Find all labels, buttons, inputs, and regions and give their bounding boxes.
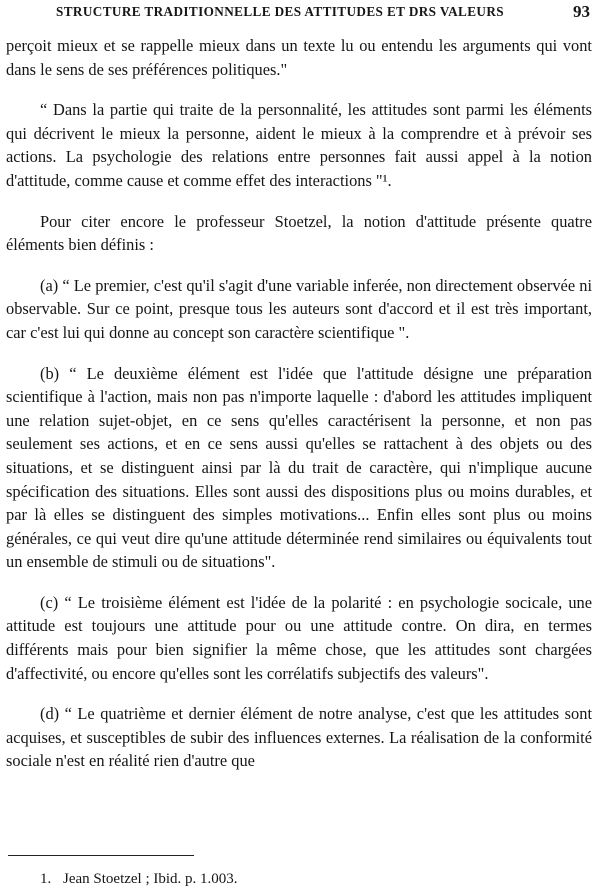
page-header bbox=[0, 2, 600, 22]
page-number: 93 bbox=[573, 2, 590, 21]
paragraph-element-b: (b) “ Le deuxième élément est l'idée que l'attitude désigne une préparation scientifique à l'action, mais non pas n'importe laquelle : d'abord les attitudes impliquent une relation sujet-objet, en ce sens qu'elles caractérisent la personne, et non pas seulement ses actions, et en ce sens aussi qu'elles se rattachent à des objets ou des situations, et se distinguent ainsi par là du trait de caractère, qui n'implique aucune spécification des situations. Elles sont aussi des dispositions plus ou moins durables, et par là elles se distinguent des simples motivations... Enfin elles sont plus ou moins générales, ce qui veut dire qu'une attitude déterminée rend similaires ou équivalents tout un ensemble de stimuli ou de situations". bbox=[6, 363, 592, 572]
paragraph-personality-quote: “ Dans la partie qui traite de la personnalité, les attitudes sont parmi les éléments qui décrivent le mieux la personne, aident le mieux à la comprendre et à prévoir ses actions. La psychologie des relations entre personnes fait aussi appel à la notion d'attitude, comme cause et comme effet des interactions "¹. bbox=[6, 100, 592, 190]
paragraph-stoetzel-intro: Pour citer encore le professeur Stoetzel, la notion d'attitude présente quatre éléments bien définis : bbox=[6, 211, 592, 255]
footnote bbox=[40, 870, 238, 888]
footnote-text: Jean Stoetzel ; Ibid. p. 1.003. bbox=[63, 871, 238, 887]
body-text bbox=[6, 34, 592, 773]
footnote-number: 1. bbox=[40, 871, 52, 887]
paragraph-element-d: (d) “ Le quatrième et dernier élément de notre analyse, c'est que les attitudes sont acquises, et susceptibles de subir des influences externes. La réalisation de la conformité sociale n'est en réalité rien d'autre que bbox=[6, 704, 592, 771]
paragraph-continuation: perçoit mieux et se rappelle mieux dans un texte lu ou entendu les arguments qui vont dans le sens de ses préférences politiques." bbox=[6, 36, 592, 79]
footnote-divider bbox=[8, 855, 194, 856]
paragraph-element-c: (c) “ Le troisième élément est l'idée de la polarité : en psychologie socicale, une attitude est toujours une attitude pour ou une attitude contre. On dira, en termes différents mais pour bien signifier la même chose, que les attitudes sont chargées d'affectivité, ou encore qu'elles sont les corrélatifs subjectifs des valeurs". bbox=[6, 592, 592, 683]
running-title: STRUCTURE TRADITIONNELLE DES ATTITUDES ET DRS VALEURS bbox=[56, 4, 504, 19]
paragraph-element-a: (a) “ Le premier, c'est qu'il s'agit d'une variable inferée, non directement observée ni observable. Sur ce point, presque tous les auteurs sont d'accord et il est très important, car c'est lui qui donne au concept son caractère scientifique ". bbox=[6, 275, 592, 342]
